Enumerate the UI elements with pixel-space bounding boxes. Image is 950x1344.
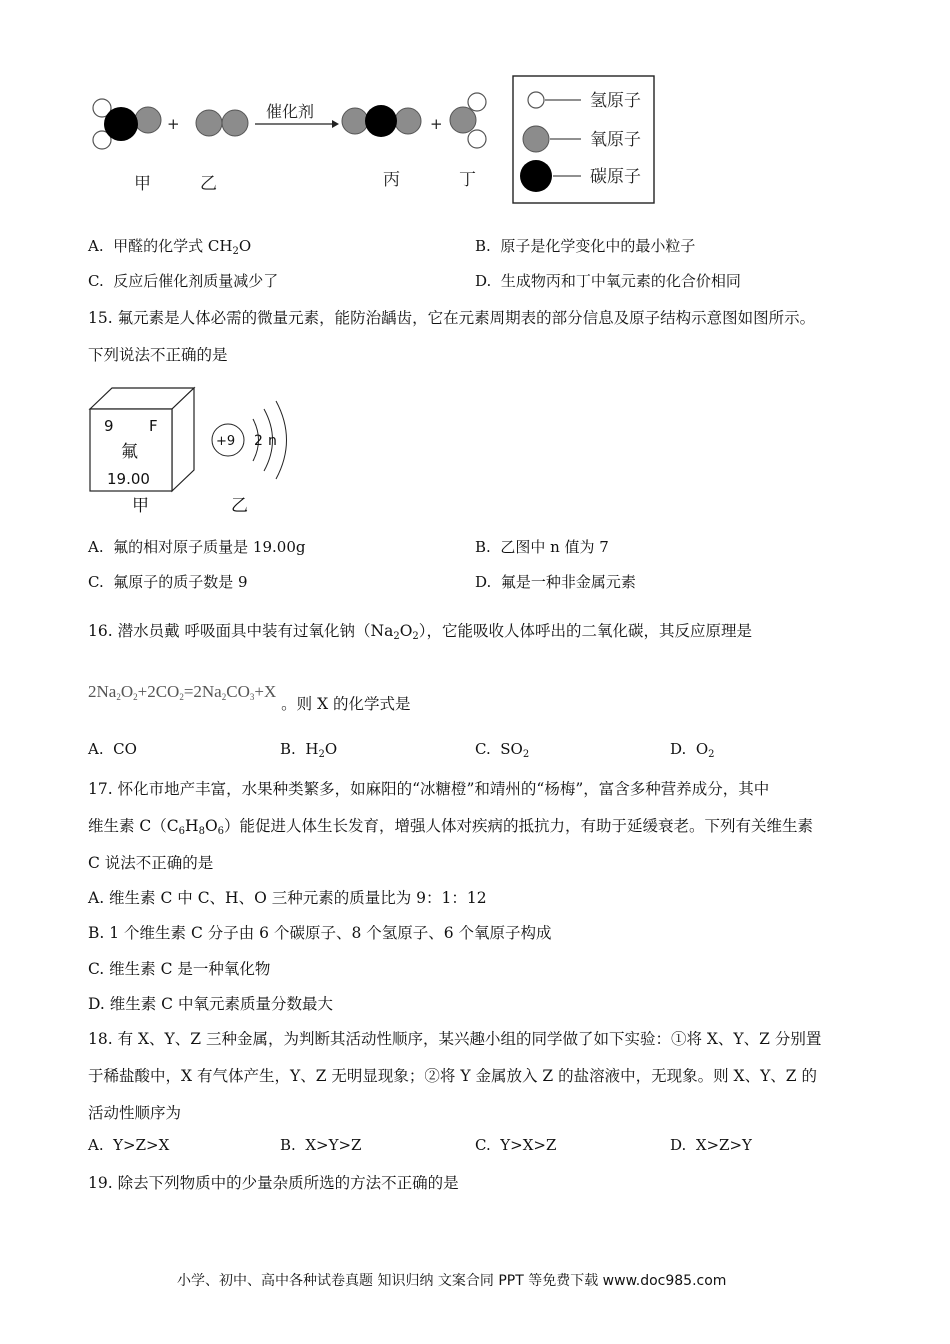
option-text: Y>X>Z	[500, 1136, 557, 1154]
legend	[513, 76, 654, 203]
molecule-yi	[196, 110, 248, 136]
label-yi: 乙	[231, 496, 248, 516]
label-jia: 甲	[134, 174, 151, 194]
q17-option-c[interactable]: C. 维生素 C 是一种氧化物	[88, 960, 271, 978]
option-letter: C.	[88, 272, 104, 290]
element-card	[90, 388, 194, 491]
q17-option-a[interactable]: A. 维生素 C 中 C、H、O 三种元素的质量比为 9：1：12	[88, 889, 487, 907]
q17-stem-line2: 维生素 $C(C_6H_8O_6)$能促进人体生长发育，增强人体对疾病的抵抗力，有助于延缓衰老。下列有关维生素	[88, 817, 814, 837]
option-text-tail: O	[238, 237, 252, 255]
catalyst-label: 催化剂	[266, 102, 315, 121]
shell-1-electrons: 2	[254, 433, 263, 449]
subscript: 2	[232, 246, 239, 257]
page-footer[interactable]: 小学、初中、高中各种试卷真题 知识归纳 文案合同 PPT 等免费下载 www.doc985.com	[177, 1273, 727, 1289]
q15-option-d[interactable]	[475, 571, 636, 592]
q17-option-b[interactable]: B. 1 个维生素 C 分子由 6 个碳原子、8 个氢原子、6 个氧原子构成	[88, 924, 552, 942]
q15-stem-line1: 15. 氟元素是人体必需的微量元素，能防治龋齿，它在元素周期表的部分信息及原子结构示意图如图所示。	[88, 309, 816, 327]
q14-option-b[interactable]	[475, 235, 695, 256]
equation-tail: 。则 X 的化学式是	[281, 695, 411, 713]
reaction-equation: $2Na_2O_2+2CO_2=2Na_2CO_3+X$	[88, 682, 277, 702]
q18-option-d[interactable]	[670, 1136, 752, 1154]
atomic-mass: 19.00	[107, 470, 150, 488]
option-text: 氟的相对原子质量是 19.00g	[113, 538, 306, 556]
option-letter: D.	[475, 272, 492, 290]
shell-2-electrons: n	[268, 433, 277, 449]
label-yi: 乙	[200, 174, 217, 194]
reaction-diagram	[85, 72, 665, 212]
option-letter: B.	[280, 1136, 296, 1154]
molecule-ding	[450, 93, 486, 148]
legend-oxygen: 氧原子	[590, 130, 641, 150]
option-letter: C.	[475, 740, 491, 758]
option-letter: A.	[88, 740, 104, 758]
q18-option-a[interactable]	[88, 1136, 169, 1154]
option-letter: A.	[88, 538, 104, 556]
q18-stem-line3: 活动性顺序为	[88, 1104, 182, 1122]
reaction-arrow	[255, 120, 339, 128]
label-jia: 甲	[132, 496, 149, 516]
option-text: 原子是化学变化中的最小粒子	[500, 237, 696, 255]
option-text: 氟是一种非金属元素	[500, 573, 636, 591]
q18-option-b[interactable]	[280, 1136, 361, 1154]
label-bing: 丙	[383, 170, 400, 190]
label-ding: 丁	[459, 170, 476, 190]
q19-stem-line1: 19. 除去下列物质中的少量杂质所选的方法不正确的是	[88, 1174, 459, 1192]
q14-option-d[interactable]	[475, 270, 741, 291]
option-letter: C.	[475, 1136, 491, 1154]
option-letter: D.	[670, 1136, 687, 1154]
plus-2: +	[430, 115, 443, 133]
option-letter: B.	[280, 740, 296, 758]
molecule-bing	[342, 105, 421, 137]
q15-option-a[interactable]	[88, 536, 305, 557]
q16-option-c[interactable]: C. $SO_2$	[475, 740, 530, 760]
option-text: 甲醛的化学式 CH	[113, 237, 233, 255]
option-letter: A.	[88, 237, 104, 255]
legend-hydrogen: 氢原子	[590, 91, 641, 111]
option-text: H	[305, 740, 319, 758]
atomic-number: 9	[104, 417, 114, 435]
option-text: 生成物丙和丁中氧元素的化合价相同	[500, 272, 741, 290]
q17-option-d[interactable]: D. 维生素 C 中氧元素质量分数最大	[88, 995, 333, 1013]
q16-equation-line	[88, 680, 411, 713]
option-text: SO	[500, 740, 523, 758]
fluorine-figure	[88, 385, 298, 520]
q14-option-c[interactable]	[88, 270, 278, 291]
q18-stem-line2: 于稀盐酸中，X 有气体产生，Y、Z 无明显现象；②将 Y 金属放入 Z 的盐溶液中，无现象。则 X、Y、Z 的	[88, 1067, 817, 1085]
option-letter: B.	[475, 538, 491, 556]
q16-option-a[interactable]	[88, 740, 137, 758]
legend-carbon: 碳原子	[590, 167, 641, 187]
option-letter: B.	[475, 237, 491, 255]
q15-stem-line2: 下列说法不正确的是	[88, 346, 228, 364]
option-text: 氟原子的质子数是 9	[113, 573, 248, 591]
option-text: 反应后催化剂质量减少了	[113, 272, 279, 290]
molecule-jia	[93, 99, 161, 149]
option-letter: D.	[670, 740, 687, 758]
nucleus-charge: +9	[216, 434, 236, 449]
q16-option-b[interactable]: B. $H_2O$	[280, 740, 338, 760]
q18-option-c[interactable]	[475, 1136, 556, 1154]
option-text: 乙图中 n 值为 7	[500, 538, 609, 556]
option-letter: A.	[88, 1136, 104, 1154]
option-text: CO	[113, 740, 137, 758]
option-letter: D.	[475, 573, 492, 591]
atom-structure	[212, 401, 287, 479]
option-letter: C.	[88, 573, 104, 591]
q15-option-b[interactable]	[475, 536, 609, 557]
element-symbol: F	[149, 417, 158, 435]
option-text: X>Y>Z	[305, 1136, 362, 1154]
option-text: X>Z>Y	[695, 1136, 752, 1154]
q15-option-c[interactable]	[88, 571, 248, 592]
element-name: 氟	[121, 442, 138, 462]
q18-stem-line1: 18. 有 X、Y、Z 三种金属，为判断其活动性顺序，某兴趣小组的同学做了如下实验：①将 X、Y、Z 分别置	[88, 1030, 822, 1048]
plus-1: +	[167, 115, 180, 133]
q17-stem-line3: C 说法不正确的是	[88, 854, 214, 872]
option-text: O	[695, 740, 709, 758]
option-text: Y>Z>X	[113, 1136, 170, 1154]
q16-stem-line1: 16. 潜水员戴 呼吸面具中装有过氧化钠$(Na_2O_2)$，它能吸收人体呼出的二氧化碳，其反应原理是	[88, 622, 753, 642]
q17-stem-line1: 17. 怀化市地产丰富，水果种类繁多，如麻阳的“冰糖橙”和靖州的“杨梅”，富含多种营养成分，其中	[88, 780, 770, 798]
q16-option-d[interactable]: D. $O_2$	[670, 740, 715, 760]
q14-option-a[interactable]	[88, 235, 251, 257]
